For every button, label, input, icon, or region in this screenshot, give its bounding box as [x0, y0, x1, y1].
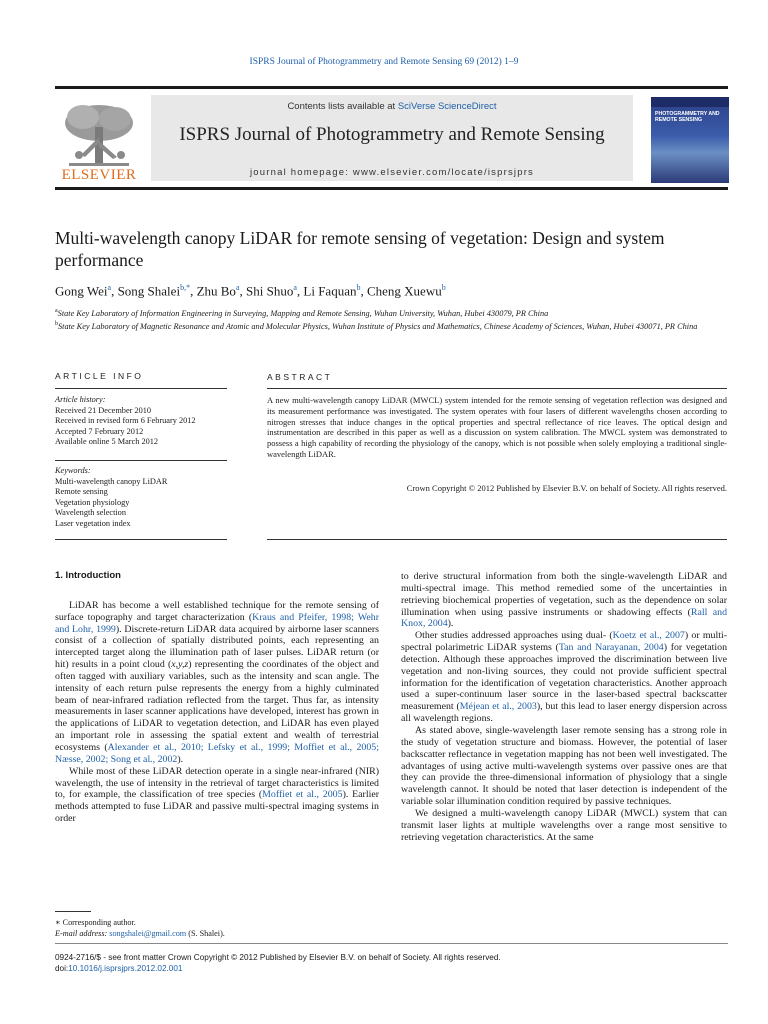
email-suffix: (S. Shalei). [186, 929, 225, 938]
affiliation-item [55, 306, 715, 319]
doi-link[interactable]: 10.1016/j.isprsjprs.2012.02.001 [68, 964, 183, 973]
corresponding-author-note: ∗ Corresponding author. [55, 918, 136, 927]
email-note [55, 928, 385, 939]
body-text: x,y,z [171, 659, 189, 671]
history-item: Available online 5 March 2012 [55, 437, 159, 447]
body-paragraph [401, 571, 727, 630]
journal-cover-thumbnail [651, 97, 729, 183]
journal-name: ISPRS Journal of Photogrammetry and Remote Sensing [179, 124, 605, 145]
body-column-left [55, 570, 379, 825]
cover-header-bar [651, 97, 729, 107]
citation-link[interactable]: Rall and Knox, 2004 [401, 606, 728, 630]
history-item: Received 21 December 2010 [55, 405, 152, 415]
citation-link[interactable]: Tan and Narayanan, 2004 [558, 642, 664, 654]
divider [267, 388, 727, 389]
divider [55, 943, 728, 944]
body-text: ) representing the coordinates of the object and often tagged with auxiliary variables, such as the intensity and scan angle. The intensity of each return pulse represents the energy from a highly culminated beam of near-infrared radiation reflected from the target. Thus far, as intensity measurements in laser scanner applications have developed, interest has grown in the applications of LiDAR to vegetation detection, and LiDAR has even played an important role in assessing the spatial extent and wealth of terrestrial ecosystems ( [55, 659, 379, 753]
keyword-item: Laser vegetation index [55, 518, 131, 528]
footnote [55, 917, 385, 939]
body-text: ). [177, 753, 184, 765]
issn-block [55, 952, 728, 974]
body-text: ), but this lead to laser energy dispersion across all wavelength regions. [401, 701, 727, 725]
author-affiliation-mark[interactable]: a [293, 283, 297, 292]
journal-homepage[interactable]: journal homepage: www.elsevier.com/locate/isprsjprs [249, 167, 535, 178]
cover-title: PHOTOGRAMMETRY AND REMOTE SENSING [655, 111, 720, 123]
keyword-item: Multi-wavelength canopy LiDAR [55, 476, 168, 486]
body-paragraph [401, 630, 727, 725]
sciencedirect-link[interactable]: SciVerse ScienceDirect [397, 101, 497, 112]
body-text: to derive structural information from both the single-wavelength LiDAR and multi-spectral image. This method remedied some of the uncertainties in retrieving biochemical properties of vegetation, such as the dependence on solar illumination when using passive instruments or shadowing effects ( [401, 571, 727, 618]
body-paragraph: As stated above, single-wavelength laser remote sensing has a strong role in the study of vegetation structure and biomass. However, the potential of laser backscatter reflectance in vegetation mapping has not been well investigated. The advantages of using active multi-wavelength systems over passive ones are that they can provide the three-dimensional information of physiology that a single wavelength cannot. It should be noted that laser detection is independent of the variable solar illumination condition required by passive techniques. [401, 724, 727, 808]
affiliation-text: State Key Laboratory of Magnetic Resonance and Atomic and Molecular Physics, Wuhan Institute of Physics and Mathematics, Chinese Academy of Sciences, Wuhan, Hubei 430071, PR China [58, 321, 698, 331]
divider [55, 388, 227, 389]
author-name: Zhu Bo [196, 283, 236, 299]
publisher-wordmark: ELSEVIER [61, 167, 137, 183]
email-label: E-mail address: [55, 929, 110, 938]
divider [55, 539, 227, 540]
email-link[interactable]: songshalei@gmail.com [109, 929, 187, 938]
body-text: ). Earlier methods attempted to fuse LiDAR and passive multi-spectral imaging systems in order [55, 789, 380, 825]
body-text: ). [447, 618, 454, 630]
body-text: While most of these LiDAR detection operate in a single near-infrared (NIR) wavelength, the use of intensity in the retrieval of target characteristics is limited to, for example, the classification of tree species ( [55, 765, 379, 801]
article-info-label: ARTICLE INFO [55, 371, 144, 381]
article-title: Multi-wavelength canopy LiDAR for remote sensing of vegetation: Design and system performance [55, 228, 665, 270]
divider [55, 460, 227, 461]
author-name: Shi Shuo [246, 283, 294, 299]
author-name: Li Faquan [303, 283, 357, 299]
article-history [55, 395, 230, 448]
abstract-label: ABSTRACT [267, 372, 333, 382]
doi-label: doi: [55, 964, 69, 973]
keyword-item: Remote sensing [55, 487, 108, 497]
affiliation-text: State Key Laboratory of Information Engineering in Surveying, Mapping and Remote Sensing, Wuhan University, Wuhan, Hubei 430079, PR China [57, 308, 549, 318]
abstract-text: A new multi-wavelength canopy LiDAR (MWCL) system intended for the remote sensing of vegetation reflection was designed and its measurement performance was investigated. The system operates with four lasers of different wavelengths chosen according to nitrogen stresses that induce changes in the optical properties and spectral reflectance of rice leaves. The optical design and instrumentation are described in this paper as well as a discussion on system calibration. The MWCL system was demonstrated to possess a high capability of recording the physiology of the canopy, which is not possible when solely employing a traditional single-wavelength LiDAR. [267, 395, 727, 459]
author-affiliation-mark[interactable]: a [107, 283, 112, 292]
contents-line [151, 101, 633, 112]
citation-link[interactable]: Alexander et al., 2010; Lefsky et al., 1999; Moffiet et al., 2005; Næsse, 2002; Song et al., 2002 [55, 741, 379, 765]
divider [267, 539, 727, 540]
footnote-divider [55, 911, 91, 912]
body-text: LiDAR has become a well established technique for the remote sensing of surface topography and target characterization ( [55, 599, 379, 623]
affiliation-item [55, 319, 715, 332]
author-name: Cheng Xuewu [366, 283, 442, 299]
keywords [55, 466, 230, 530]
keywords-heading: Keywords: [55, 466, 91, 475]
citation-link[interactable]: Kraus and Pfeifer, 1998; Wehr and Lohr, 1999 [55, 611, 379, 635]
author-name: Gong Wei [55, 283, 108, 299]
history-item: Received in revised form 6 February 2012 [55, 416, 196, 426]
affiliation-mark: b [55, 320, 58, 327]
abstract-copyright: Crown Copyright © 2012 Published by Elsevier B.V. on behalf of Society. All rights reserved. [406, 483, 727, 493]
journal-banner [151, 95, 633, 181]
body-column-right [401, 571, 727, 843]
citation-link[interactable]: Méjean et al., 2003 [459, 701, 537, 713]
author-affiliation-mark[interactable]: a [235, 283, 240, 292]
body-text: Other studies addressed approaches using dual- ( [415, 630, 613, 642]
contents-prefix: Contents lists available at [287, 101, 398, 112]
citation-link[interactable]: Moffiet et al., 2005 [262, 789, 343, 801]
author-name: Song Shalei [117, 283, 181, 299]
keyword-item: Vegetation physiology [55, 497, 130, 507]
issn-line: 0924-2716/$ - see front matter Crown Copyright © 2012 Published by Elsevier B.V. on behalf of Society. All rights reserved. [55, 953, 501, 962]
body-paragraph [55, 600, 379, 766]
keyword-item: Wavelength selection [55, 508, 126, 518]
body-text: ). Discrete-return LiDAR data acquired by airborne laser scanners consist of a collection of spatially distributed points, each representing an intercepted target along the illumination path of laser pulses. LiDAR return (or hit) results in a point cloud ( [55, 623, 379, 671]
journal-reference[interactable]: ISPRS Journal of Photogrammetry and Remote Sensing 69 (2012) 1–9 [249, 57, 519, 67]
author-affiliation-mark[interactable]: b,* [180, 283, 191, 292]
body-paragraph [55, 766, 379, 825]
affiliation-mark: a [55, 308, 58, 314]
doi-line [55, 963, 728, 974]
author-affiliation-mark[interactable]: b [356, 283, 361, 292]
body-text: ) for vegetation detection. Although these approaches improved the discrimination between live vegetation and non-living sources, they could not provide sufficient spectral information for the identification of vegetation characteristics. Another approach used a super-continuum laser source in the laser-based spectral backscatter measurement ( [401, 642, 728, 713]
section-heading: 1. Introduction [55, 570, 121, 581]
author-affiliation-mark[interactable]: b [441, 283, 446, 292]
masthead [55, 86, 728, 190]
body-text: ) or multi-spectral polarimetric LiDAR systems ( [401, 630, 727, 654]
affiliations [55, 306, 715, 332]
history-heading: Article history: [55, 395, 106, 404]
citation-link[interactable]: Koetz et al., 2007 [612, 630, 685, 642]
history-item: Accepted 7 February 2012 [55, 426, 144, 436]
author-list: Gong Wei$^a$, Song Shalei$^{b,*}$, Zhu Bo$^a$, Shi Shuo$^a$, Li Faquan$^b$, Cheng Xuewu$^b$ [55, 283, 446, 299]
body-paragraph: We designed a multi-wavelength canopy LiDAR (MWCL) system that can transmit laser lights at multiple wavelengths over a range most sensitive to retrieving vegetation characteristics. At the same [401, 807, 727, 843]
